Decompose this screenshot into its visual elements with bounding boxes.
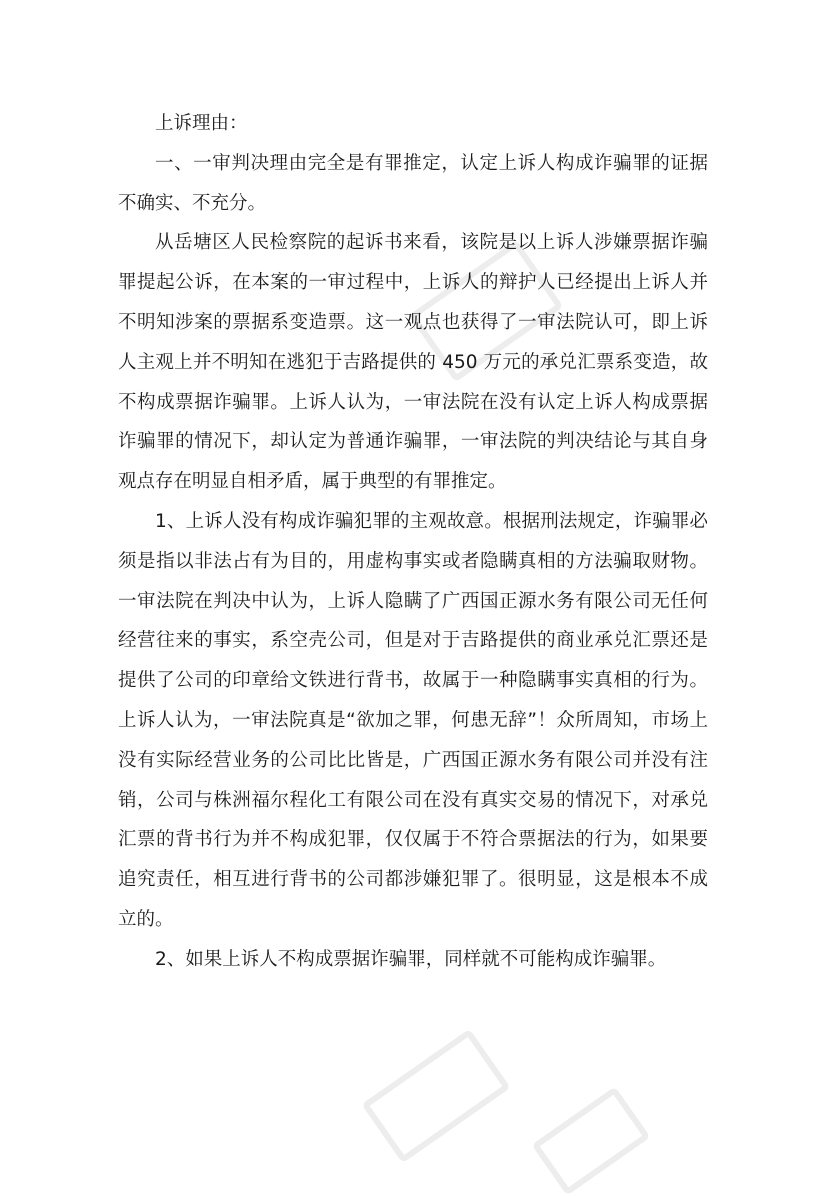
watermark-stamp <box>361 1029 510 1164</box>
paragraph: 一、一审判决理由完全是有罪推定，认定上诉人构成诈骗罪的证据不确实、不充分。 <box>118 152 708 214</box>
watermark-stamp <box>531 1086 650 1195</box>
paragraph: 从岳塘区人民检察院的起诉书来看，该院是以上诉人涉嫌票据诈骗罪提起公诉，在本案的一审过程中，上诉人的辩护人已经提出上诉人并不明知涉案的票据系变造票。这一观点也获得了一审法院认可，即上诉人主观上并不明知在逃犯于吉路提供的 450 万元的承兑汇票系变造，故不构成票据诈骗罪。上诉人认为，一审法院在没有认定上诉人构成票据诈骗罪的情况下，却认定为普通诈骗罪，一审法院的判决结论与其自身观点存在明显自相矛盾，属于典型的有罪推定。 <box>118 232 708 493</box>
section-heading: 上诉理由： <box>155 113 248 134</box>
paragraph: 2、如果上诉人不构成票据诈骗罪，同样就不可能构成诈骗罪。 <box>155 948 667 970</box>
document-body <box>118 104 708 980</box>
paragraph: 1、上诉人没有构成诈骗犯罪的主观故意。根据刑法规定，诈骗罪必须是指以非法占有为目的，用虚构事实或者隐瞒真相的方法骗取财物。一审法院在判决中认为，上诉人隐瞒了广西国正源水务有限公司无任何经营往来的事实，系空壳公司，但是对于吉路提供的商业承兑汇票还是提供了公司的印章给文铁进行背书，故属于一种隐瞒事实真相的行为。上诉人认为，一审法院真是“欲加之罪，何患无辞”！众所周知，市场上没有实际经营业务的公司比比皆是，广西国正源水务有限公司并没有注销，公司与株洲福尔程化工有限公司在没有真实交易的情况下，对承兑汇票的背书行为并不构成犯罪，仅仅属于不符合票据法的行为，如果要追究责任，相互进行背书的公司都涉嫌犯罪了。很明显，这是根本不成立的。 <box>118 510 708 930</box>
